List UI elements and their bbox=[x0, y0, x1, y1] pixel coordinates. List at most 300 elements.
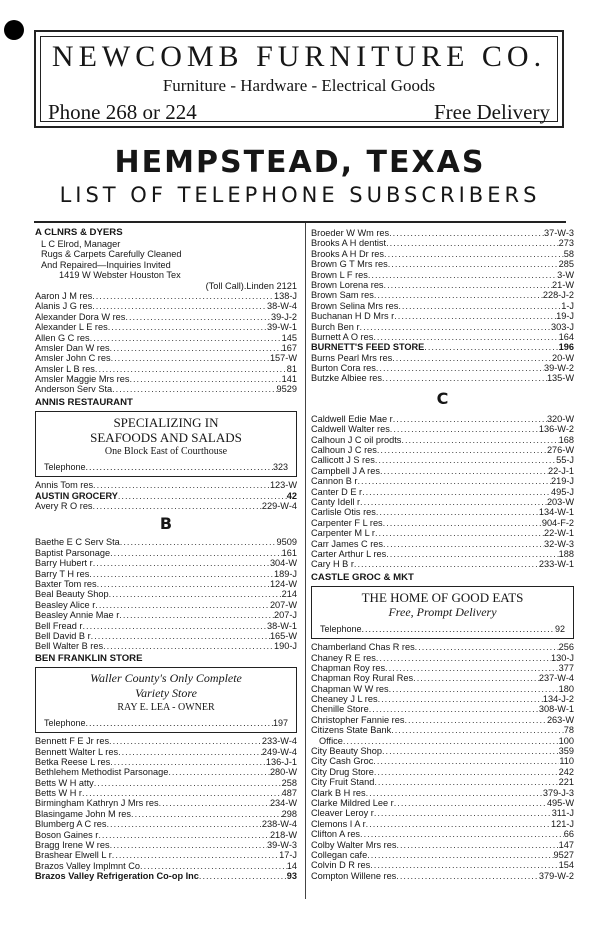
listing-entry bbox=[35, 589, 297, 599]
subscriber-name: Betka Reese L res bbox=[35, 756, 111, 767]
phone-number: 100 bbox=[558, 735, 574, 746]
listing-entry bbox=[35, 343, 297, 353]
subscriber-name: Amsler Dan W res bbox=[35, 342, 110, 353]
phone-number: 495-J bbox=[551, 486, 574, 497]
listing-entry bbox=[35, 788, 297, 798]
subscriber-name: Chamberland Chas R res bbox=[311, 642, 415, 653]
listing-entry bbox=[311, 445, 574, 455]
listing-entry bbox=[311, 280, 574, 290]
phone-number: 130-J bbox=[551, 652, 574, 663]
listing-entry bbox=[35, 830, 297, 840]
subscriber-name: Alexander L E res bbox=[35, 322, 108, 333]
left-column bbox=[35, 228, 297, 882]
listing-entry bbox=[311, 725, 574, 735]
subscriber-name: City Drug Store bbox=[311, 766, 374, 777]
ad-phone: Phone 268 or 224 bbox=[48, 100, 197, 124]
listing-entry bbox=[35, 850, 297, 860]
phone-number: 22-J-1 bbox=[547, 465, 574, 476]
ad-delivery: Free Delivery bbox=[433, 100, 550, 124]
ad-line: SEAFOODS AND SALADS bbox=[90, 429, 242, 445]
phone-number: 39-W-2 bbox=[544, 363, 574, 374]
listing-entry bbox=[311, 642, 574, 652]
phone-number: 280-W bbox=[269, 767, 297, 778]
subscriber-name: Office bbox=[319, 735, 343, 746]
phone-number: 207-W bbox=[269, 599, 297, 610]
phone-number: 135-W bbox=[546, 373, 574, 384]
phone-number: 78 bbox=[563, 725, 574, 736]
listing-entry bbox=[311, 704, 574, 714]
listing-entry bbox=[311, 353, 574, 363]
listing-entry bbox=[35, 861, 297, 871]
subscriber-name: Boson Gaines r bbox=[35, 829, 99, 840]
page-subtitle: LIST OF TELEPHONE SUBSCRIBERS bbox=[59, 183, 541, 207]
subscriber-name: Colvin D R res bbox=[311, 860, 371, 871]
phone-number: 237-W-4 bbox=[538, 673, 574, 684]
phone-number: 188 bbox=[558, 548, 574, 559]
phone-number: 285 bbox=[558, 259, 574, 270]
subscriber-name: Broeder W Wm res bbox=[311, 228, 390, 238]
subscriber-name: Clifton A res bbox=[311, 829, 361, 840]
listing-entry bbox=[35, 353, 297, 363]
listing-entry bbox=[35, 747, 297, 757]
subscriber-name: Burch Ben r bbox=[311, 321, 360, 332]
phone-number: 81 bbox=[286, 363, 297, 374]
listing-entry bbox=[311, 373, 574, 383]
subscriber-name: Buchanan H D Mrs r bbox=[311, 311, 395, 322]
subscriber-name: Brown L F res bbox=[311, 269, 368, 280]
phone-number: 189-J bbox=[274, 568, 297, 579]
listing-line: (Toll Call).Linden 2121 bbox=[205, 280, 297, 291]
listing-entry bbox=[35, 767, 297, 777]
phone-number: 167 bbox=[281, 342, 297, 353]
telephone-number: 197 bbox=[272, 717, 288, 728]
listing-entry bbox=[35, 333, 297, 343]
ad-line: Free, Prompt Delivery bbox=[388, 604, 497, 619]
phone-number: 276-W bbox=[546, 445, 574, 456]
listing-entry bbox=[35, 600, 297, 610]
phone-number: 180 bbox=[558, 683, 574, 694]
phone-number: 37-W-3 bbox=[544, 228, 574, 238]
phone-number: 263-W bbox=[546, 714, 574, 725]
subscriber-name: Barry T H res bbox=[35, 568, 90, 579]
phone-number: 66 bbox=[563, 829, 574, 840]
listing-entry bbox=[35, 537, 297, 547]
subscriber-name: Clarke Mildred Lee r bbox=[311, 797, 394, 808]
ad-line: Waller County's Only Complete bbox=[90, 670, 242, 685]
subscriber-name: Compton Willene res bbox=[311, 870, 397, 881]
subscriber-name: Annis Tom res bbox=[35, 480, 94, 491]
subscriber-name: Allen G C res bbox=[35, 332, 90, 343]
phone-number: 242 bbox=[558, 766, 574, 777]
listing-entry bbox=[311, 559, 574, 569]
subscriber-name: Brown Selina Mrs res bbox=[311, 300, 399, 311]
subscriber-name: Beasley Annie Mae r bbox=[35, 610, 120, 621]
listing-line: And Repaired—Inquiries Invited bbox=[41, 259, 171, 270]
listing-entry bbox=[311, 290, 574, 300]
listing-entry bbox=[35, 621, 297, 631]
ad-company-name: NEWCOMB FURNITURE CO. bbox=[51, 40, 547, 73]
binder-hole bbox=[4, 20, 24, 40]
listing-entry bbox=[311, 788, 574, 798]
listing-entry bbox=[35, 312, 297, 322]
listing-entry bbox=[311, 694, 574, 704]
subscriber-name: Betts W H atty bbox=[35, 777, 94, 788]
subscriber-name: Cheaney J L res bbox=[311, 694, 378, 705]
section-letter: B bbox=[159, 514, 173, 534]
listing-entry bbox=[35, 736, 297, 746]
subscriber-name: AUSTIN GROCERY bbox=[35, 490, 118, 501]
subscriber-name: City Cash Groc bbox=[311, 756, 374, 767]
listing-entry bbox=[35, 840, 297, 850]
phone-number: 168 bbox=[558, 434, 574, 445]
annis-restaurant-ad bbox=[35, 411, 297, 477]
subscriber-name: Brooks A H dentist bbox=[311, 238, 387, 249]
listing-entry bbox=[311, 507, 574, 517]
listing-entry bbox=[311, 301, 574, 311]
ad-line: Variety Store bbox=[135, 685, 197, 700]
phone-number: 154 bbox=[558, 860, 574, 871]
telephone-label: Telephone bbox=[320, 623, 362, 634]
listing-line: L C Elrod, Manager bbox=[41, 239, 121, 249]
subscriber-name: Chapman W W res bbox=[311, 683, 389, 694]
phone-number: 38-W-4 bbox=[267, 301, 297, 312]
listing-entry bbox=[35, 291, 297, 301]
listing-entry bbox=[35, 374, 297, 384]
entry-list bbox=[311, 228, 574, 384]
subscriber-name: Canter D E r bbox=[311, 486, 363, 497]
entry-list bbox=[35, 291, 297, 395]
listing-entry bbox=[35, 579, 297, 589]
subscriber-name: Cleaver Leroy r bbox=[311, 808, 374, 819]
subscriber-name: Anderson Serv Sta bbox=[35, 384, 113, 395]
phone-number: 258 bbox=[281, 777, 297, 788]
listing-line: 1419 W Webster Houston Tex bbox=[59, 270, 181, 281]
telephone-label: Telephone bbox=[44, 717, 86, 728]
ben-franklin-ad bbox=[35, 667, 297, 733]
phone-number: 134-J-2 bbox=[542, 694, 574, 705]
listing-entry bbox=[311, 466, 574, 476]
subscriber-name: Carpenter F L res bbox=[311, 517, 383, 528]
subscriber-name: Clark B H res bbox=[311, 787, 366, 798]
listing-entry bbox=[311, 673, 574, 683]
listing-entry bbox=[35, 322, 297, 332]
listing-entry bbox=[311, 819, 574, 829]
ad-heading: BEN FRANKLIN STORE bbox=[35, 652, 143, 664]
phone-number: 9509 bbox=[276, 537, 297, 548]
subscriber-name: Birmingham Kathryn J Mrs res bbox=[35, 798, 159, 809]
listing-entry bbox=[311, 715, 574, 725]
listing-entry bbox=[311, 497, 574, 507]
subscriber-name: Callicott J S res bbox=[311, 455, 375, 466]
phone-number: 145 bbox=[281, 332, 297, 343]
phone-number: 221 bbox=[558, 777, 574, 788]
subscriber-name: Christopher Fannie res bbox=[311, 714, 405, 725]
subscriber-name: Amsler John C res bbox=[35, 353, 111, 364]
listing-entry bbox=[311, 342, 574, 352]
phone-number: 190-J bbox=[274, 641, 297, 652]
phone-number: 228-J-2 bbox=[542, 290, 574, 301]
subscriber-name: Colby Walter Mrs res bbox=[311, 839, 397, 850]
phone-number: 136-J-1 bbox=[265, 756, 297, 767]
phone-number: 164 bbox=[558, 331, 574, 342]
listing-entry bbox=[311, 311, 574, 321]
listing-entry bbox=[311, 860, 574, 870]
phone-number: 233-W-4 bbox=[261, 736, 297, 747]
phone-number: 21-W bbox=[552, 279, 574, 290]
listing-entry bbox=[311, 756, 574, 766]
subscriber-name: Canty Idell r bbox=[311, 496, 361, 507]
phone-number: 20-W bbox=[552, 352, 574, 363]
phone-number: 1-J bbox=[561, 300, 574, 311]
listing-entry bbox=[35, 757, 297, 767]
subscriber-name: Brashear Elwell L r bbox=[35, 850, 112, 861]
ad-telephone bbox=[44, 462, 288, 472]
phone-number: 219-J bbox=[551, 476, 574, 487]
subscriber-name: Aaron J M res bbox=[35, 290, 93, 301]
listing-entry bbox=[311, 238, 574, 248]
subscriber-name: Amsler Maggie Mrs res bbox=[35, 374, 130, 385]
listing-entry bbox=[311, 228, 574, 238]
listing-entry bbox=[311, 663, 574, 673]
listing-entry bbox=[311, 528, 574, 538]
listing-line: Rugs & Carpets Carefully Cleaned bbox=[41, 249, 182, 260]
phone-number: 904-F-2 bbox=[541, 517, 574, 528]
phone-number: 93 bbox=[286, 871, 297, 882]
phone-number: 320-W bbox=[546, 413, 574, 424]
phone-number: 123-W bbox=[269, 480, 297, 491]
listing-entry bbox=[311, 746, 574, 756]
ad-heading: ANNIS RESTAURANT bbox=[35, 396, 133, 408]
subscriber-name: Bell Fread r bbox=[35, 620, 83, 631]
column-divider bbox=[305, 223, 306, 899]
entry-list bbox=[311, 414, 574, 570]
telephone-label: Telephone bbox=[44, 461, 86, 472]
phone-number: 39-W-1 bbox=[267, 322, 297, 333]
right-column bbox=[311, 228, 574, 881]
listing-entry bbox=[35, 384, 297, 394]
subscriber-name: Calhoun J C oil prodts bbox=[311, 434, 402, 445]
listing-entry bbox=[311, 487, 574, 497]
castle-groc-ad bbox=[311, 586, 574, 639]
phone-number: 203-W bbox=[546, 496, 574, 507]
phone-number: 487 bbox=[281, 788, 297, 799]
entry-list bbox=[35, 736, 297, 881]
phone-number: 234-W bbox=[269, 798, 297, 809]
phone-number: 214 bbox=[281, 589, 297, 600]
listing-entry bbox=[35, 569, 297, 579]
subscriber-name: Avery R O res bbox=[35, 501, 93, 512]
phone-number: 308-W-1 bbox=[538, 704, 574, 715]
phone-number: 3-W bbox=[557, 269, 574, 280]
listing-entry bbox=[35, 871, 297, 881]
listing-entry bbox=[311, 435, 574, 445]
phone-number: 32-W-3 bbox=[544, 538, 574, 549]
listing-entry bbox=[311, 270, 574, 280]
phone-number: 233-W-1 bbox=[538, 559, 574, 570]
phone-number: 229-W-4 bbox=[261, 501, 297, 512]
phone-number: 110 bbox=[559, 756, 574, 767]
phone-number: 161 bbox=[281, 547, 297, 558]
phone-number: 147 bbox=[558, 839, 574, 850]
subscriber-name: BURNETT'S FEED STORE bbox=[311, 342, 425, 353]
phone-number: 157-W bbox=[269, 353, 297, 364]
subscriber-name: Campbell J A res bbox=[311, 465, 380, 476]
subscriber-name: Bennett F E Jr res bbox=[35, 736, 110, 747]
phone-number: 14 bbox=[286, 860, 297, 871]
phone-number: 121-J bbox=[551, 818, 574, 829]
listing-entry bbox=[311, 455, 574, 465]
subscriber-name: Bell David B r bbox=[35, 630, 91, 641]
subscriber-name: Alanis J G res bbox=[35, 301, 93, 312]
phone-number: 298 bbox=[281, 808, 297, 819]
subscriber-name: Bell Walter B res bbox=[35, 641, 104, 652]
subscriber-name: Brazos Valley Implmnt Co bbox=[35, 860, 141, 871]
subscriber-name: Bethlehem Methodist Parsonage bbox=[35, 767, 169, 778]
listing-entry bbox=[311, 871, 574, 881]
ad-line: RAY E. LEA - OWNER bbox=[117, 701, 215, 713]
ad-line: One Block East of Courthouse bbox=[104, 445, 228, 457]
subscriber-name: Betts W H r bbox=[35, 788, 82, 799]
listing-entry bbox=[35, 558, 297, 568]
phone-number: 136-W-2 bbox=[538, 424, 574, 435]
listing-entry bbox=[311, 424, 574, 434]
subscriber-name: Bragg Irene W res bbox=[35, 840, 110, 851]
phone-number: 58 bbox=[563, 248, 574, 259]
phone-number: 273 bbox=[558, 238, 574, 249]
subscriber-name: Calhoun J C res bbox=[311, 445, 377, 456]
listing-entry bbox=[311, 767, 574, 777]
listing-entry bbox=[35, 364, 297, 374]
listing-entry bbox=[35, 641, 297, 651]
subscriber-name: Brown Lorena res bbox=[311, 279, 384, 290]
ad-telephone bbox=[44, 718, 288, 728]
listing-entry bbox=[311, 549, 574, 559]
phone-number: 141 bbox=[281, 374, 297, 385]
listing-entry bbox=[311, 249, 574, 259]
phone-number: 9527 bbox=[553, 849, 574, 860]
listing-entry bbox=[311, 840, 574, 850]
subscriber-name: Burton Cora res bbox=[311, 363, 376, 374]
entry-list bbox=[35, 480, 297, 511]
phone-number: 9529 bbox=[276, 384, 297, 395]
phone-number: 377 bbox=[558, 662, 574, 673]
listing-entry bbox=[35, 809, 297, 819]
listing-entry bbox=[35, 480, 297, 490]
listing-entry bbox=[35, 778, 297, 788]
listing-entry bbox=[35, 491, 297, 501]
subscriber-name: Burnett A O res bbox=[311, 331, 374, 342]
subscriber-name: Baptist Parsonage bbox=[35, 547, 111, 558]
subscriber-name: Caldwell Edie Mae r bbox=[311, 413, 393, 424]
phone-number: 39-J-2 bbox=[270, 311, 297, 322]
subscriber-name: Chapman Roy Rural Res bbox=[311, 673, 414, 684]
subscriber-name: Carr James C res bbox=[311, 538, 383, 549]
phone-number: 196 bbox=[558, 342, 574, 353]
listing-entry bbox=[311, 259, 574, 269]
subscriber-name: Baethe E C Serv Sta bbox=[35, 537, 120, 548]
telephone-number: 323 bbox=[272, 461, 288, 472]
subscriber-name: City Beauty Shop bbox=[311, 746, 382, 757]
listing-entry bbox=[311, 684, 574, 694]
ad-heading: CASTLE GROC & MKT bbox=[311, 571, 414, 583]
subscriber-name: Butzke Albiee res bbox=[311, 373, 382, 384]
listing-entry bbox=[35, 548, 297, 558]
subscriber-name: Cary H B r bbox=[311, 559, 354, 570]
phone-number: 238-W-4 bbox=[261, 819, 297, 830]
subscriber-name: Amsler L B res bbox=[35, 363, 95, 374]
listing-entry bbox=[311, 653, 574, 663]
listing-entry bbox=[35, 501, 297, 511]
phone-number: 311-J bbox=[551, 808, 574, 819]
phone-number: 304-W bbox=[269, 558, 297, 569]
subscriber-name: Bennett Walter L res bbox=[35, 746, 119, 757]
subscriber-name: Carlisle Otis res bbox=[311, 507, 376, 518]
listing-entry bbox=[311, 476, 574, 486]
subscriber-name: Caldwell Walter res bbox=[311, 424, 390, 435]
ad-telephone bbox=[320, 624, 565, 634]
subscriber-name: Barry Hubert r bbox=[35, 558, 93, 569]
phone-number: 359 bbox=[558, 746, 574, 757]
listing-entry bbox=[35, 798, 297, 808]
ad-line: THE HOME OF GOOD EATS bbox=[361, 589, 524, 605]
phone-number: 249-W-4 bbox=[261, 746, 297, 757]
listing-entry bbox=[311, 736, 574, 746]
subscriber-name: Blumberg A C res bbox=[35, 819, 107, 830]
listing-entry bbox=[311, 777, 574, 787]
header-divider bbox=[34, 221, 566, 223]
listing-heading: A CLNRS & DYERS bbox=[35, 227, 123, 238]
subscriber-name: Alexander Dora W res bbox=[35, 311, 126, 322]
entry-list bbox=[311, 642, 574, 881]
listing-entry bbox=[311, 332, 574, 342]
subscriber-name: Chenille Store bbox=[311, 704, 369, 715]
phone-number: 55-J bbox=[556, 455, 574, 466]
listing-entry bbox=[35, 819, 297, 829]
phone-number: 22-W-1 bbox=[544, 528, 574, 539]
subscriber-name: Cannon B r bbox=[311, 476, 358, 487]
phone-number: 134-W-1 bbox=[538, 507, 574, 518]
subscriber-name: Carter Arthur L res bbox=[311, 548, 387, 559]
phone-number: 218-W bbox=[269, 829, 297, 840]
listing-entry bbox=[311, 808, 574, 818]
subscriber-name: Brooks A H Dr res bbox=[311, 248, 385, 259]
page-title: HEMPSTEAD, TEXAS bbox=[114, 145, 486, 180]
phone-number: 165-W bbox=[269, 630, 297, 641]
listing-entry bbox=[35, 631, 297, 641]
listing-entry bbox=[311, 798, 574, 808]
phone-number: 39-W-3 bbox=[267, 840, 297, 851]
subscriber-name: Citizens State Bank bbox=[311, 725, 392, 736]
newcomb-furniture-ad bbox=[34, 30, 564, 128]
listing-entry bbox=[311, 414, 574, 424]
subscriber-name: Beasley Alice r bbox=[35, 599, 96, 610]
phone-number: 379-J-3 bbox=[542, 787, 574, 798]
phone-number: 124-W bbox=[269, 579, 297, 589]
listing-entry bbox=[35, 301, 297, 311]
listing-entry bbox=[311, 539, 574, 549]
subscriber-name: Brown G T Mrs res bbox=[311, 259, 388, 270]
subscriber-name: Blasingame John M res bbox=[35, 808, 132, 819]
subscriber-name: Baxter Tom res bbox=[35, 579, 97, 589]
section-letter: C bbox=[436, 388, 449, 408]
listing-entry bbox=[311, 850, 574, 860]
phone-number: 17-J bbox=[279, 850, 297, 861]
phone-number: 38-W-1 bbox=[267, 620, 297, 631]
subscriber-name: Carpenter M L r bbox=[311, 528, 375, 539]
phone-number: 138-J bbox=[274, 290, 297, 301]
listing-entry bbox=[311, 322, 574, 332]
phone-number: 256 bbox=[558, 642, 574, 653]
